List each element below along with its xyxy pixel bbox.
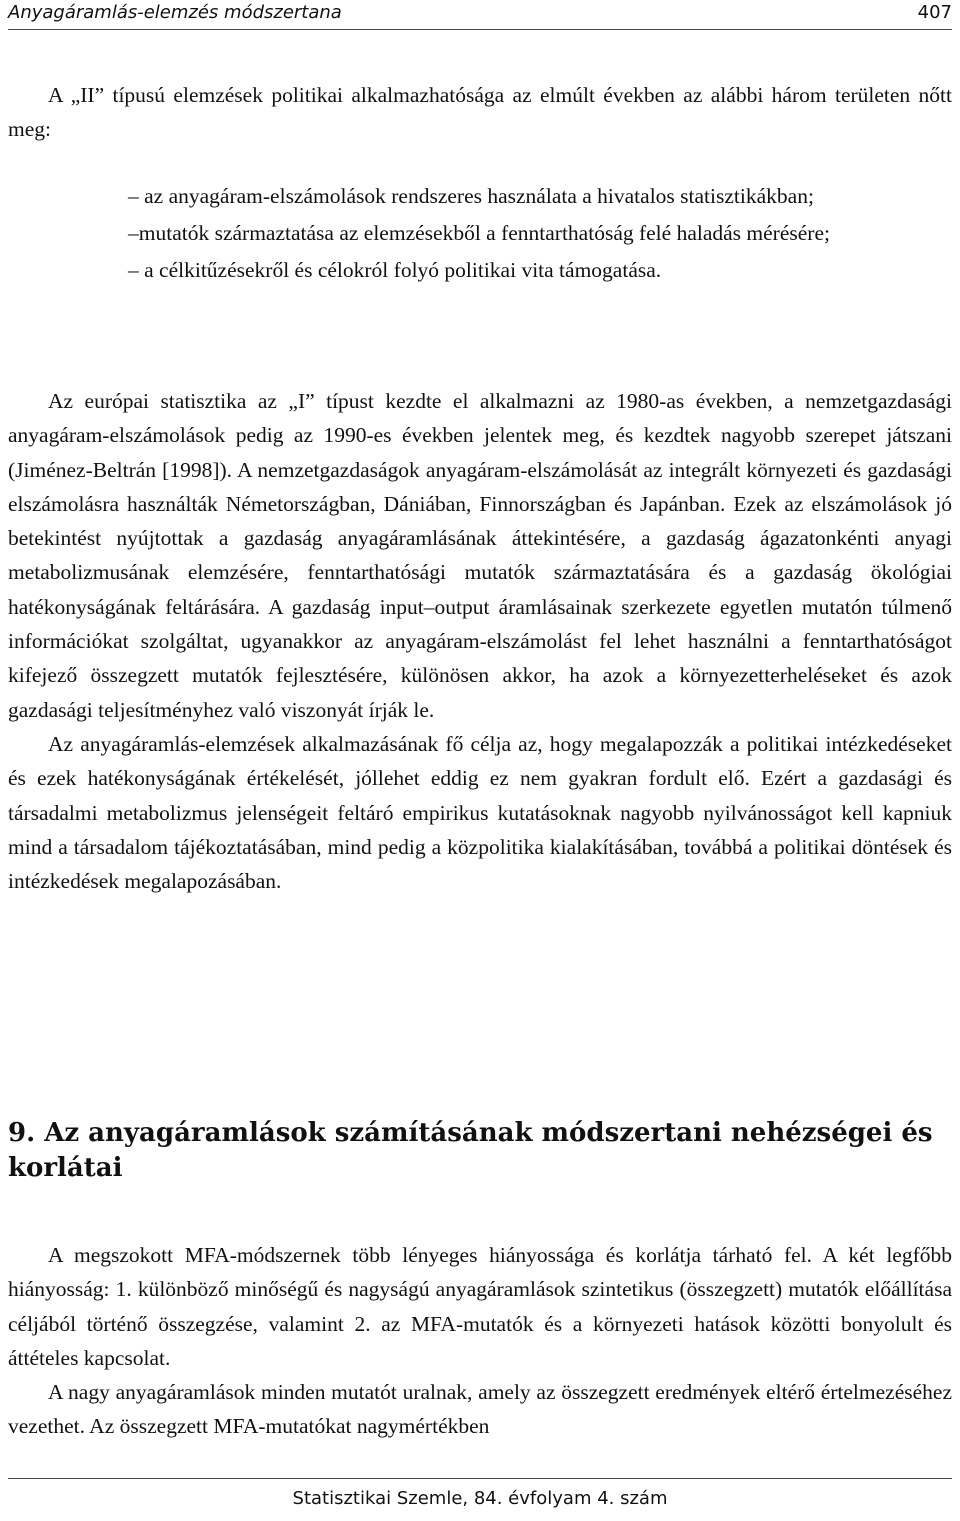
footer-rule (8, 1478, 952, 1479)
body-paragraph: A nagy anyagáramlások minden mutatót uralnak, amely az összegzett eredmények eltérő értelmezéséhez vezethet. Az összegzett MFA-mutatókat nagymértékben (8, 1380, 952, 1439)
body-paragraph: A megszokott MFA-módszernek több lényeges hiányossága és korlátja tárható fel. A két legfőbb hiányosság: 1. különböző minőségű és nagyságú anyagáramlások szintetikus (összegzett) mutatók előállítása céljából történő összegzése, valamint 2. az MFA-mutatók és a környezeti hatások közötti bonyolult és áttételes kapcsolat. (8, 1243, 952, 1370)
bullet-item: – a célkitűzésekről és célokról folyó politikai vita támogatása. (128, 258, 662, 282)
header-rule (8, 29, 952, 30)
page-number: 407 (917, 2, 952, 23)
running-header (8, 0, 952, 32)
section2-body (8, 1238, 952, 1444)
intro-paragraph: A „II” típusú elemzések politikai alkalmazhatósága az elmúlt években az alábbi három területen nőtt meg: (8, 83, 952, 142)
bullet-list (128, 178, 870, 289)
body-paragraph: Az anyagáramlás-elemzések alkalmazásának fő célja az, hogy megalapozzák a politikai intézkedéseket és ezek hatékonyságának értékelését, jóllehet eddig ez nem gyakran fordult elő. Ezért a gazdasági és társadalmi metabolizmus jelenségeit feltáró empirikus kutatásoknak nagyobb nyilvánosságot kell kapniuk mind a társadalom tájékoztatásában, mind pedig a közpolitika kialakításában, továbbá a politikai döntések és intézkedések megalapozásában. (8, 731, 952, 894)
running-title: Anyagáramlás-elemzés módszertana (8, 2, 342, 23)
section-heading: 9. Az anyagáramlások számításának módszertani nehézségei és korlátai (8, 1118, 933, 1183)
page-footer (8, 1478, 952, 1518)
bullet-item: – az anyagáram-elszámolások rendszeres használata a hivatalos statisztikákban; (128, 184, 814, 208)
journal-citation: Statisztikai Szemle, 84. évfolyam 4. szám (292, 1488, 668, 1509)
body-paragraph: Az európai statisztika az „I” típust kezdte el alkalmazni az 1980-as években, a nemzetgazdasági anyagáram-elszámolások pedig az 1990-es években jelentek meg, és kezdtek nagyobb szerepet játszani (Jiménez-Beltrán [1998]). A nemzetgazdaságok anyagáram-elszámolását az integrált környezeti és gazdasági elszámolásra használták Németországban, Dániában, Finnországban és Japánban. Ezek az elszámolások jó betekintést nyújtottak a gazdaság anyagáramlásának áttekintésére, a gazdaság ágazatonkénti anyagi metabolizmusának elemzésére, fenntarthatósági mutatók származtatására és a gazdaság ökológiai hatékonyságának feltárására. A gazdaság input–output áramlásainak szerkezete egyetlen mutatón túlmenő információkat szolgáltat, ugyanakkor az anyagáram-elszámolást fel lehet használni a fenntarthatóságot kifejező összegzett mutatók fejlesztésére, különösen akkor, ha azok a környezetterheléseket és azok gazdasági teljesítményhez való viszonyát írják le. (8, 389, 952, 722)
section1-body (8, 384, 952, 898)
bullet-item: –mutatók származtatása az elemzésekből a fenntarthatóság felé haladás mérésére; (128, 221, 830, 245)
intro-block (8, 78, 952, 147)
